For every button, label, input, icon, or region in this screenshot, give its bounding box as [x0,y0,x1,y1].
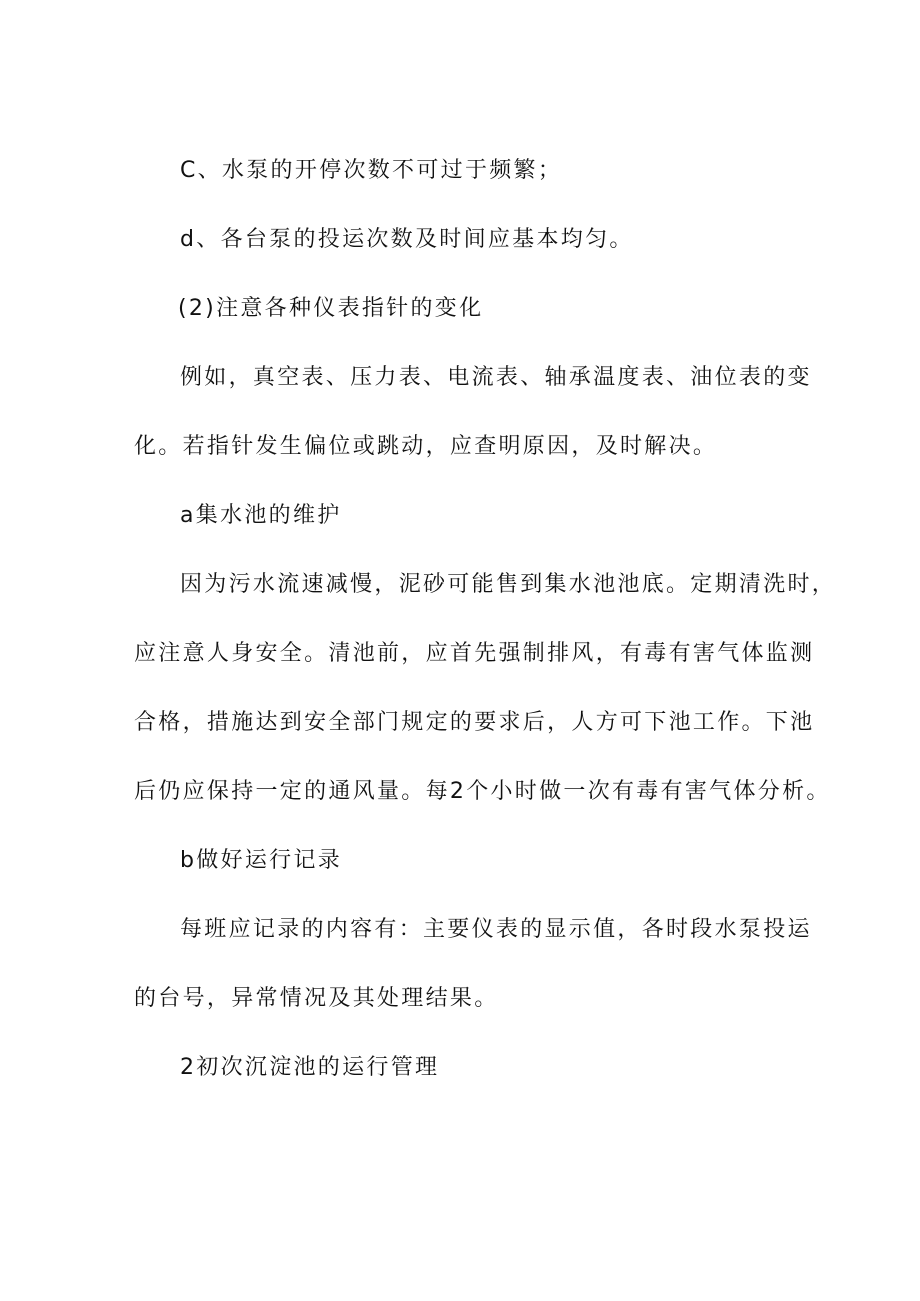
section-heading-sump: a集水池的维护 [180,503,342,528]
section-heading-instruments: (2)注意各种仪表指针的变化 [178,296,484,321]
section-heading-records: b做好运行记录 [180,848,343,873]
paragraph-line: 每班应记录的内容有：主要仪表的显示值，各时段水泵投运 [180,917,812,942]
paragraph-line: 因为污水流速减慢，泥砂可能售到集水池池底。定期清洗时， [180,572,837,597]
paragraph-line: 化。若指针发生偏位或跳动，应查明原因，及时解决。 [134,434,718,459]
paragraph-line: 应注意人身安全。清池前，应首先强制排风，有毒有害气体监测 [134,641,815,666]
section-heading-primary-clarifier: 2初次沉淀池的运行管理 [180,1055,440,1080]
paragraph-line: 例如，真空表、压力表、电流表、轴承温度表、油位表的变 [180,365,812,390]
paragraph-line: 的台号，异常情况及其处理结果。 [134,986,499,1011]
list-item-d: d、各台泵的投运次数及时间应基本均匀。 [180,227,634,252]
paragraph-line: 合格，措施达到安全部门规定的要求后，人方可下池工作。下池 [134,710,815,735]
list-item-c: C、水泵的开停次数不可过于频繁； [180,158,563,183]
paragraph-line: 后仍应保持一定的通风量。每2个小时做一次有毒有害气体分析。 [134,779,831,804]
